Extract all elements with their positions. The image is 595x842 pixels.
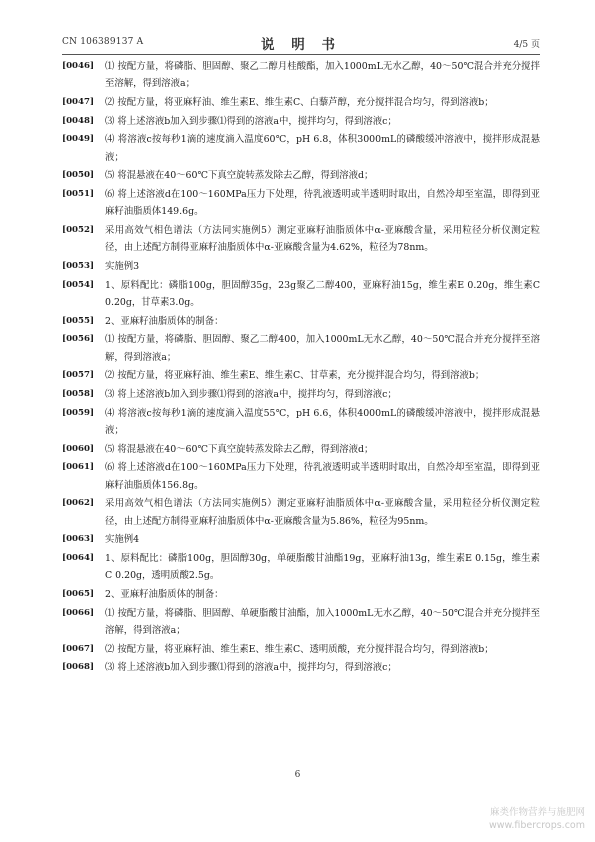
paragraph-text: ⑶ 将上述溶液b加入到步骤⑴得到的溶液a中，搅拌均匀，得到溶液c；	[105, 115, 397, 127]
paragraph-number: [0061]	[62, 462, 95, 473]
paragraph-number: [0063]	[62, 534, 95, 545]
paragraph	[62, 258, 540, 275]
publication-number: CN 106389137 A	[62, 37, 144, 47]
paragraph-number: [0066]	[62, 607, 95, 618]
paragraph	[62, 131, 540, 166]
paragraph-number: [0051]	[62, 189, 95, 200]
paragraph-number: [0056]	[62, 334, 95, 345]
paragraph	[62, 495, 540, 530]
paragraph-text: ⑹ 将上述溶液d在100～160MPa压力下处理，待乳液透明或半透明时取出，自然冷却至室温，即得到亚麻籽油脂质体149.6g。	[105, 189, 540, 218]
paragraph-text: 实施例3	[105, 261, 140, 272]
paragraph-text: ⑴ 按配方量，将磷脂、胆固醇、单硬脂酸甘油酯，加入1000mL无水乙醇，40～50℃混合并充分搅拌至溶解，得到溶液a；	[105, 607, 540, 637]
paragraph	[62, 605, 540, 640]
paragraph-number: [0058]	[62, 389, 95, 400]
paragraph	[62, 113, 540, 130]
paragraph-text: 1、原料配比：磷脂100g，胆固醇30g，单硬脂酸甘油酯19g，亚麻籽油13g，维生素E 0.15g，维生素C 0.20g，透明质酸2.5g。	[105, 553, 540, 582]
paragraph-text: ⑶ 将上述溶液b加入到步骤⑴得到的溶液a中，搅拌均匀，得到溶液c；	[105, 389, 397, 401]
paragraph	[62, 459, 540, 494]
paragraph	[62, 405, 540, 440]
page-number: 6	[294, 770, 301, 780]
paragraph	[62, 277, 540, 312]
page-header	[62, 33, 540, 51]
paragraph-number: [0064]	[62, 553, 95, 564]
watermark	[489, 806, 585, 832]
paragraph-number: [0046]	[62, 61, 95, 71]
paragraph-text: 2、亚麻籽油脂质体的制备：	[105, 315, 224, 327]
paragraph	[62, 313, 540, 330]
paragraph	[62, 331, 540, 366]
paragraph-text: 实施例4	[105, 534, 140, 546]
paragraph-text: ⑵ 按配方量，将亚麻籽油、维生素E、维生素C、白藜芦醇，充分搅拌混合均匀，得到溶液b；	[105, 96, 494, 108]
paragraph	[62, 531, 540, 548]
paragraph	[62, 641, 540, 658]
paragraph-text: 采用高效气相色谱法（方法同实施例5）测定亚麻籽油脂质体中α-亚麻酸含量，采用粒径分析仪测定粒径，由上述配方制得亚麻籽油脂质体中α-亚麻酸含量为5.86%，粒径为95nm。	[105, 498, 540, 527]
paragraph-text: 采用高效气相色谱法（方法同实施例5）测定亚麻籽油脂质体中α-亚麻酸含量，采用粒径分析仪测定粒径，由上述配方制得亚麻籽油脂质体中α-亚麻酸含量为4.62%，粒径为78nm。	[105, 225, 540, 254]
paragraph-text: ⑷ 将溶液c按每秒1滴的速度滴入温度55℃，pH 6.6，体积4000mL的磷酸缓冲溶液中，搅拌形成混悬液；	[105, 407, 540, 437]
document-title: 说 明 书	[261, 37, 341, 53]
header-rule	[62, 54, 540, 55]
watermark-line1: 麻类作物营养与施肥网	[489, 807, 585, 818]
paragraph	[62, 58, 540, 93]
paragraph-text: ⑸ 将混悬液在40～60℃下真空旋转蒸发除去乙醇，得到溶液d；	[105, 443, 374, 455]
paragraph	[62, 367, 540, 384]
paragraph-number: [0054]	[62, 279, 95, 290]
paragraph-number: [0065]	[62, 589, 95, 600]
paragraph-number: [0050]	[62, 170, 95, 181]
page-indicator: 4/5 页	[513, 40, 540, 50]
paragraph-number: [0068]	[62, 662, 95, 673]
paragraph-text: ⑷ 将溶液c按每秒1滴的速度滴入温度60℃，pH 6.8，体积3000mL的磷酸缓冲溶液中，搅拌形成混悬液；	[105, 134, 540, 163]
paragraph-text: ⑵ 按配方量，将亚麻籽油、维生素E、维生素C、透明质酸，充分搅拌混合均匀，得到溶液b；	[105, 643, 494, 655]
paragraph-number: [0055]	[62, 315, 95, 326]
paragraph-number: [0053]	[62, 261, 95, 271]
paragraph-number: [0059]	[62, 407, 95, 418]
paragraph	[62, 550, 540, 585]
paragraph-text: 2、亚麻籽油脂质体的制备：	[105, 589, 224, 601]
paragraph-number: [0060]	[62, 443, 95, 454]
paragraph	[62, 659, 540, 676]
paragraph-number: [0062]	[62, 498, 95, 509]
paragraph	[62, 441, 540, 458]
paragraph-text: ⑹ 将上述溶液d在100～160MPa压力下处理，待乳液透明或半透明时取出，自然冷却至室温，即得到亚麻籽油脂质体156.8g。	[105, 462, 540, 491]
watermark-line2: www.fibercrops.com	[488, 820, 585, 831]
paragraph-number: [0047]	[62, 96, 95, 107]
paragraph-text: ⑴ 按配方量，将磷脂、胆固醇、聚乙二醇400，加入1000mL无水乙醇，40～50℃混合并充分搅拌至溶解，得到溶液a；	[105, 334, 540, 363]
paragraph-number: [0052]	[62, 225, 95, 236]
paragraph-text: ⑸ 将混悬液在40～60℃下真空旋转蒸发除去乙醇，得到溶液d；	[105, 170, 374, 182]
paragraph	[62, 386, 540, 403]
paragraph-text: ⑵ 按配方量，将亚麻籽油、维生素E、维生素C、甘草素，充分搅拌混合均匀，得到溶液b；	[105, 370, 485, 382]
paragraph	[62, 94, 540, 111]
paragraph-number: [0057]	[62, 370, 95, 381]
paragraph	[62, 186, 540, 221]
paragraph	[62, 222, 540, 257]
paragraph-number: [0067]	[62, 643, 95, 654]
paragraph-text: 1、原料配比：磷脂100g，胆固醇35g，23g聚乙二醇400，亚麻籽油15g，维生素E 0.20g，维生素C 0.20g，甘草素3.0g。	[105, 279, 540, 308]
paragraph-text: ⑶ 将上述溶液b加入到步骤⑴得到的溶液a中，搅拌均匀，得到溶液c；	[105, 662, 397, 674]
paragraph-number: [0049]	[62, 134, 95, 145]
paragraph-number: [0048]	[62, 115, 95, 126]
paragraph	[62, 167, 540, 184]
paragraph-text: ⑴ 按配方量，将磷脂、胆固醇、聚乙二醇月桂酸酯，加入1000mL无水乙醇，40～50℃混合并充分搅拌至溶解，得到溶液a；	[105, 61, 540, 90]
document-body	[62, 58, 540, 678]
paragraph	[62, 586, 540, 603]
